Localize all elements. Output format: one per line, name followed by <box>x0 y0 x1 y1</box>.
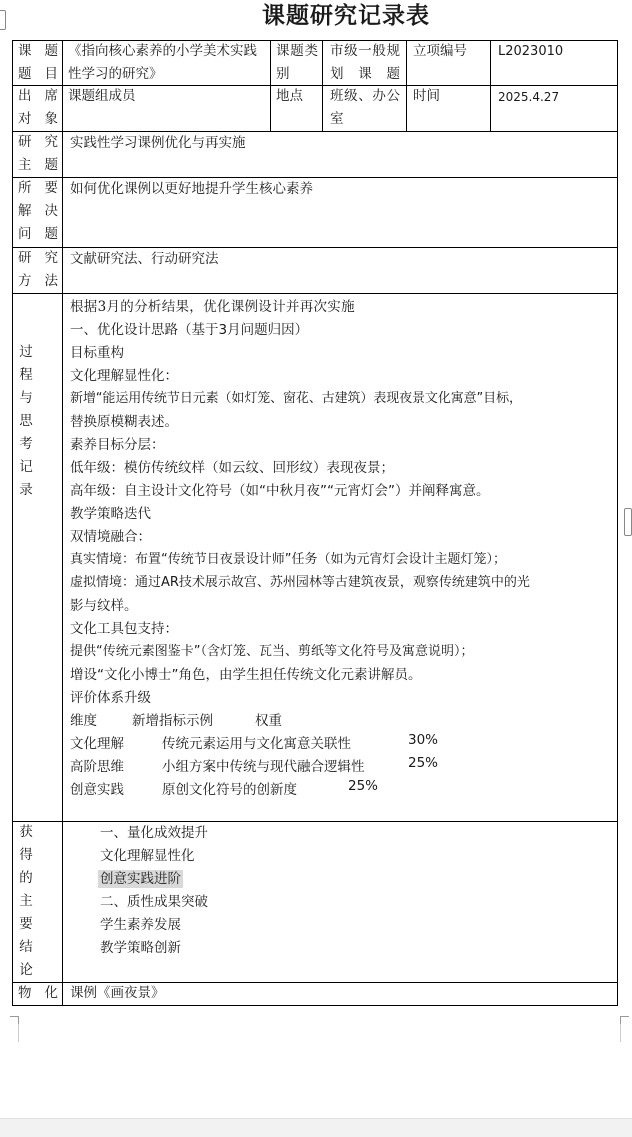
process-line: 新增“能运用传统节日元素（如灯笼、窗花、古建筑）表现夜景文化寓意”目标， <box>70 391 522 406</box>
label-material: 物化 <box>18 985 58 1001</box>
value-project-no: L2023010 <box>498 44 564 59</box>
label-conclusion-char: 结 <box>19 939 33 955</box>
process-line: 高年级：自主设计文化符号（如“中秋月夜”“元宵灯会”）并阐释寓意。 <box>70 483 490 499</box>
value-location: 班级、办公室 <box>330 88 400 127</box>
document-title: 课题研究记录表 <box>262 2 430 29</box>
eval-cell-dimension: 文化理解 <box>70 736 124 752</box>
label-topic: 课题题目 <box>18 43 58 82</box>
page-edge-marker <box>0 10 6 30</box>
eval-cell-weight: 30% <box>408 732 439 748</box>
eval-col-weight: 权重 <box>255 713 282 729</box>
label-process-char: 考 <box>19 436 33 452</box>
value-time: 2025.4.27 <box>498 90 560 104</box>
label-method: 研究方法 <box>18 250 58 289</box>
conclusion-line: 学生素养发展 <box>100 917 181 933</box>
process-line: 文化理解显性化： <box>70 368 178 384</box>
label-process-char: 录 <box>19 482 33 498</box>
label-theme: 研究主题 <box>18 134 58 173</box>
value-theme: 实践性学习课例优化与再实施 <box>70 135 246 151</box>
eval-cell-indicator: 原创文化符号的创新度 <box>162 782 297 798</box>
label-project-no: 立项编号 <box>413 43 467 59</box>
process-line: 目标重构 <box>70 345 124 361</box>
process-line: 低年级：模仿传统纹样（如云纹、回形纹）表现夜景； <box>70 460 394 476</box>
process-line: 文化工具包支持： <box>70 621 178 637</box>
label-process-char: 记 <box>19 459 33 475</box>
process-line: 提供“传统元素图鉴卡”（含灯笼、瓦当、剪纸等文化符号及寓意说明）； <box>70 644 474 659</box>
process-line: 素养目标分层： <box>70 437 165 453</box>
scroll-handle[interactable] <box>624 508 632 536</box>
status-bar <box>0 1118 632 1137</box>
value-problem: 如何优化课例以更好地提升学生核心素养 <box>70 181 313 197</box>
label-problem: 所要解决问题 <box>18 180 58 242</box>
label-conclusion-char: 主 <box>19 893 33 909</box>
eval-cell-indicator: 小组方案中传统与现代融合逻辑性 <box>162 759 365 775</box>
process-line: 影与纹样。 <box>70 598 138 614</box>
eval-col-dimension: 维度 <box>70 713 97 729</box>
label-category: 课题类别 <box>276 43 318 82</box>
value-topic: 《指向核心素养的小学美术实践性学习的研究》 <box>68 43 257 82</box>
eval-table-row <box>70 778 490 798</box>
conclusion-line: 教学策略创新 <box>100 940 181 956</box>
conclusion-line: 文化理解显性化 <box>100 848 195 864</box>
eval-cell-weight: 25% <box>408 755 439 771</box>
page-margin-guide <box>620 1024 621 1042</box>
label-time: 时间 <box>413 88 440 104</box>
label-attendees: 出席对象 <box>18 88 58 127</box>
value-category: 市级一般规划课题 <box>330 43 400 82</box>
label-conclusion-char: 获 <box>19 824 33 840</box>
record-table <box>12 40 618 1006</box>
label-conclusion-char: 得 <box>19 847 33 863</box>
process-line: 替换原模糊表述。 <box>70 414 178 430</box>
eval-table-header <box>70 709 470 729</box>
label-process-char: 与 <box>19 390 33 406</box>
label-process-char: 程 <box>19 367 33 383</box>
page-margin-guide <box>18 1024 19 1042</box>
page-corner-mark <box>620 1016 629 1025</box>
conclusion-line: 一、量化成效提升 <box>100 825 208 841</box>
conclusion-line: 二、质性成果突破 <box>100 894 208 910</box>
eval-col-indicator: 新增指标示例 <box>132 713 213 729</box>
process-line: 虚拟情境：通过AR技术展示故宫、苏州园林等古建筑夜景，观察传统建筑中的光 <box>70 575 530 590</box>
process-line: 一、优化设计思路（基于3月问题归因） <box>70 322 309 338</box>
selected-text[interactable]: 创意实践进阶 <box>100 871 181 887</box>
label-conclusion-char: 论 <box>19 962 33 978</box>
conclusion-line-selected[interactable] <box>98 867 183 887</box>
label-conclusion-char: 要 <box>19 916 33 932</box>
process-line: 真实情境：布置“传统节日夜景设计师”任务（如为元宵灯会设计主题灯笼）； <box>70 552 506 567</box>
value-attendees: 课题组成员 <box>68 88 136 104</box>
eval-table-row <box>70 755 490 775</box>
value-material: 课例《画夜景》 <box>70 985 165 1001</box>
eval-cell-dimension: 创意实践 <box>70 782 124 798</box>
eval-cell-dimension: 高阶思维 <box>70 759 124 775</box>
eval-cell-indicator: 传统元素运用与文化寓意关联性 <box>162 736 351 752</box>
process-line: 评价体系升级 <box>70 690 151 706</box>
label-process-char: 思 <box>19 413 33 429</box>
label-location: 地点 <box>276 88 303 104</box>
label-conclusion-char: 的 <box>19 870 33 886</box>
label-process-char: 过 <box>19 344 33 360</box>
process-line: 双情境融合： <box>70 529 151 545</box>
process-line: 教学策略迭代 <box>70 506 151 522</box>
eval-cell-weight: 25% <box>348 778 379 794</box>
eval-table-row <box>70 732 490 752</box>
process-line: 增设“文化小博士”角色，由学生担任传统文化元素讲解员。 <box>70 667 422 683</box>
value-method: 文献研究法、行动研究法 <box>70 251 219 267</box>
process-heading: 根据3月的分析结果，优化课例设计并再次实施 <box>70 299 355 315</box>
